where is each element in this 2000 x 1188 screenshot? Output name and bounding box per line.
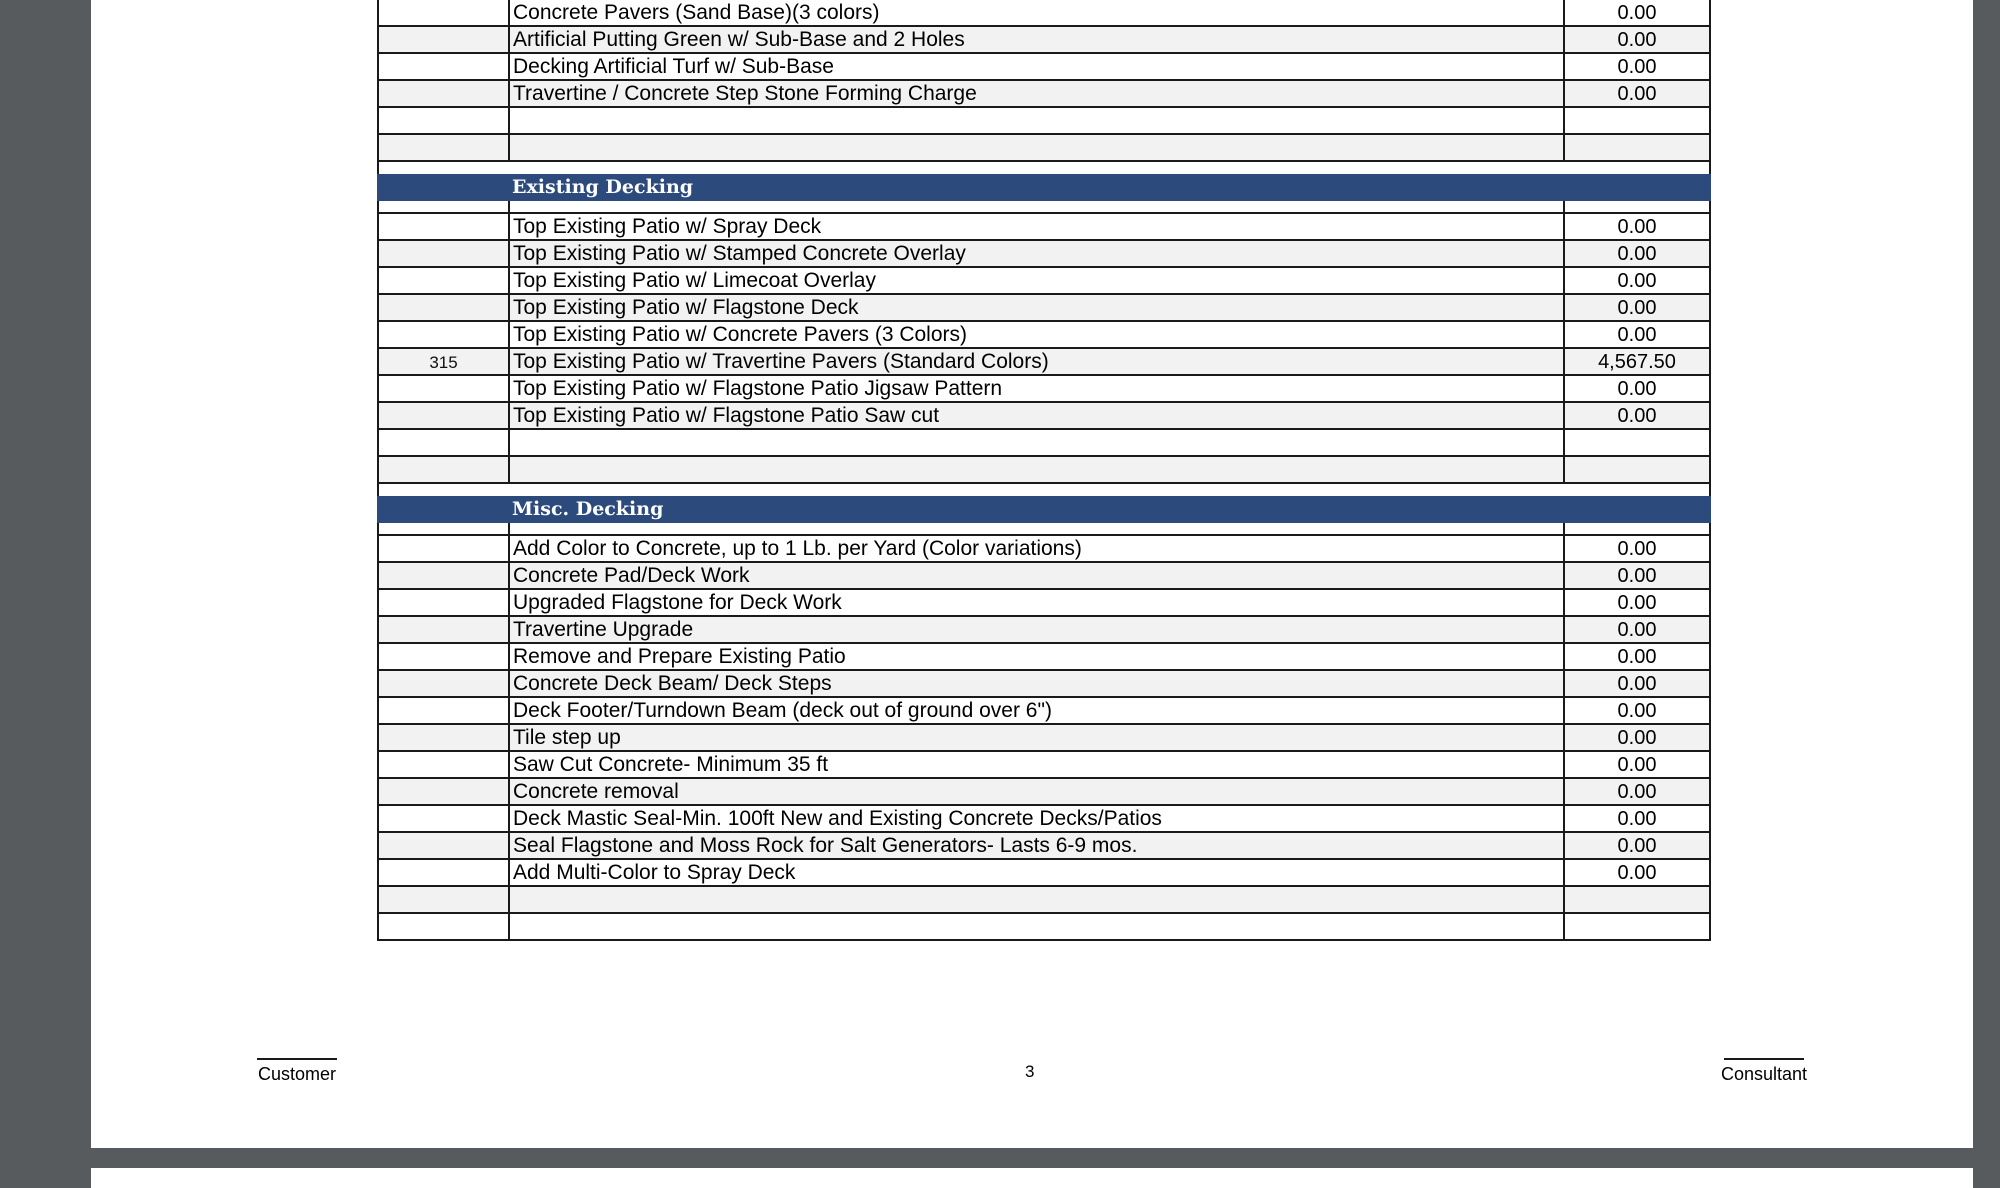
qty-cell (379, 81, 510, 106)
qty-cell (379, 54, 510, 79)
table-row (377, 725, 1711, 752)
table-row (377, 268, 1711, 295)
description-cell: Deck Footer/Turndown Beam (deck out of ground over 6") (510, 698, 1565, 723)
qty-cell (379, 376, 510, 401)
misc-decking-rows (377, 536, 1711, 941)
description-cell: Concrete Pad/Deck Work (510, 563, 1565, 588)
price-cell (1565, 457, 1709, 482)
description-cell: Top Existing Patio w/ Flagstone Patio Saw cut (510, 403, 1565, 428)
table-row (377, 860, 1711, 887)
table-row (377, 27, 1711, 54)
table-row (377, 0, 1711, 27)
table-row (377, 563, 1711, 590)
section-spacer (377, 201, 1711, 214)
page-number: 3 (1025, 1062, 1035, 1081)
description-cell: Travertine Upgrade (510, 617, 1565, 642)
price-cell (1565, 887, 1709, 912)
description-cell: Tile step up (510, 725, 1565, 750)
price-cell (1565, 135, 1709, 160)
price-cell: 0.00 (1617, 781, 1657, 803)
qty-cell (379, 536, 510, 561)
qty-cell (379, 617, 510, 642)
table-row (377, 536, 1711, 563)
signature-line (257, 1058, 337, 1060)
table-row (377, 833, 1711, 860)
table-row (377, 914, 1711, 941)
price-cell (1565, 430, 1709, 455)
price-cell: 0.00 (1617, 646, 1657, 668)
price-cell: 0.00 (1617, 727, 1657, 749)
description-cell (510, 457, 1565, 482)
table-row (377, 403, 1711, 430)
table-row (377, 135, 1711, 162)
price-cell: 0.00 (1617, 565, 1657, 587)
description-cell: Top Existing Patio w/ Concrete Pavers (3 Colors) (510, 322, 1565, 347)
qty-cell (379, 135, 510, 160)
price-cell: 0.00 (1617, 243, 1657, 265)
price-cell: 0.00 (1617, 83, 1657, 105)
table-row (377, 752, 1711, 779)
description-cell (510, 430, 1565, 455)
qty-cell (379, 698, 510, 723)
qty-cell (379, 403, 510, 428)
table-row (377, 214, 1711, 241)
table-row (377, 322, 1711, 349)
table-row (377, 108, 1711, 135)
price-cell (1565, 108, 1709, 133)
qty-cell (379, 779, 510, 804)
description-cell: Concrete removal (510, 779, 1565, 804)
qty-cell (379, 214, 510, 239)
qty-cell (379, 108, 510, 133)
price-cell: 0.00 (1617, 297, 1657, 319)
description-cell (510, 914, 1565, 939)
table-row (377, 349, 1711, 376)
description-cell: Saw Cut Concrete- Minimum 35 ft (510, 752, 1565, 777)
qty-cell (379, 833, 510, 858)
customer-signature (256, 1058, 338, 1085)
price-cell: 0.00 (1617, 700, 1657, 722)
price-cell: 0.00 (1617, 592, 1657, 614)
qty-cell (379, 457, 510, 482)
price-cell: 0.00 (1617, 216, 1657, 238)
qty-cell (379, 860, 510, 885)
description-cell: Top Existing Patio w/ Stamped Concrete Overlay (510, 241, 1565, 266)
table-row (377, 617, 1711, 644)
price-cell: 0.00 (1617, 378, 1657, 400)
qty-cell (379, 27, 510, 52)
description-cell: Top Existing Patio w/ Spray Deck (510, 214, 1565, 239)
price-cell: 0.00 (1617, 538, 1657, 560)
price-cell: 0.00 (1617, 2, 1657, 24)
qty-cell (379, 887, 510, 912)
pricing-table (377, 0, 1711, 941)
price-cell: 0.00 (1617, 29, 1657, 51)
description-cell: Top Existing Patio w/ Flagstone Deck (510, 295, 1565, 320)
description-cell: Travertine / Concrete Step Stone Forming Charge (510, 81, 1565, 106)
qty-cell (379, 752, 510, 777)
qty-cell (379, 322, 510, 347)
spacer-qty (379, 523, 510, 534)
qty-cell (379, 430, 510, 455)
qty-cell (379, 241, 510, 266)
price-cell: 0.00 (1617, 808, 1657, 830)
table-row (377, 779, 1711, 806)
table-row (377, 241, 1711, 268)
signature-line (1724, 1058, 1804, 1060)
table-row (377, 430, 1711, 457)
table-row (377, 671, 1711, 698)
qty-cell (379, 563, 510, 588)
price-cell: 4,567.50 (1598, 351, 1676, 373)
spacer-desc (510, 201, 1565, 212)
price-cell: 0.00 (1617, 324, 1657, 346)
section-gap (377, 484, 1711, 496)
description-cell (510, 887, 1565, 912)
document-page (91, 0, 1973, 1148)
price-cell: 0.00 (1617, 405, 1657, 427)
section-title: Misc. Decking (512, 498, 664, 520)
table-row (377, 887, 1711, 914)
description-cell: Concrete Deck Beam/ Deck Steps (510, 671, 1565, 696)
table-row (377, 806, 1711, 833)
description-cell: Add Color to Concrete, up to 1 Lb. per Yard (Color variations) (510, 536, 1565, 561)
table-row (377, 644, 1711, 671)
description-cell: Upgraded Flagstone for Deck Work (510, 590, 1565, 615)
qty-cell (379, 806, 510, 831)
section-gap (377, 162, 1711, 174)
price-cell: 0.00 (1617, 56, 1657, 78)
qty-cell (379, 295, 510, 320)
table-row (377, 457, 1711, 484)
qty-cell: 315 (379, 349, 510, 374)
spacer-qty (379, 201, 510, 212)
description-cell (510, 108, 1565, 133)
qty-cell (379, 590, 510, 615)
price-cell: 0.00 (1617, 835, 1657, 857)
spacer-desc (510, 523, 1565, 534)
table-row (377, 376, 1711, 403)
top-rows-group (377, 0, 1711, 162)
description-cell: Top Existing Patio w/ Flagstone Patio Jigsaw Pattern (510, 376, 1565, 401)
qty-cell (379, 671, 510, 696)
description-cell: Add Multi-Color to Spray Deck (510, 860, 1565, 885)
price-cell: 0.00 (1617, 619, 1657, 641)
price-cell: 0.00 (1617, 673, 1657, 695)
next-page-edge (91, 1168, 1973, 1188)
qty-cell (379, 725, 510, 750)
description-cell: Decking Artificial Turf w/ Sub-Base (510, 54, 1565, 79)
qty-cell (379, 644, 510, 669)
price-cell: 0.00 (1617, 862, 1657, 884)
existing-decking-rows (377, 214, 1711, 484)
table-row (377, 54, 1711, 81)
price-cell: 0.00 (1617, 754, 1657, 776)
consultant-signature (1718, 1058, 1810, 1085)
section-spacer (377, 523, 1711, 536)
description-cell: Deck Mastic Seal-Min. 100ft New and Existing Concrete Decks/Patios (510, 806, 1565, 831)
qty-cell (379, 268, 510, 293)
description-cell: Seal Flagstone and Moss Rock for Salt Generators- Lasts 6-9 mos. (510, 833, 1565, 858)
price-cell (1565, 914, 1709, 939)
section-header-existing-decking (377, 174, 1711, 201)
table-row (377, 81, 1711, 108)
description-cell (510, 135, 1565, 160)
consultant-label: Consultant (1720, 1064, 1808, 1084)
description-cell: Top Existing Patio w/ Travertine Pavers (Standard Colors) (510, 349, 1565, 374)
table-row (377, 590, 1711, 617)
description-cell: Artificial Putting Green w/ Sub-Base and 2 Holes (510, 27, 1565, 52)
qty-cell (379, 914, 510, 939)
section-title: Existing Decking (512, 176, 694, 198)
description-cell: Concrete Pavers (Sand Base)(3 colors) (510, 0, 1565, 25)
table-row (377, 295, 1711, 322)
table-row (377, 698, 1711, 725)
price-cell: 0.00 (1617, 270, 1657, 292)
description-cell: Top Existing Patio w/ Limecoat Overlay (510, 268, 1565, 293)
section-header-misc-decking (377, 496, 1711, 523)
customer-label: Customer (257, 1064, 337, 1084)
description-cell: Remove and Prepare Existing Patio (510, 644, 1565, 669)
qty-cell (379, 0, 510, 25)
